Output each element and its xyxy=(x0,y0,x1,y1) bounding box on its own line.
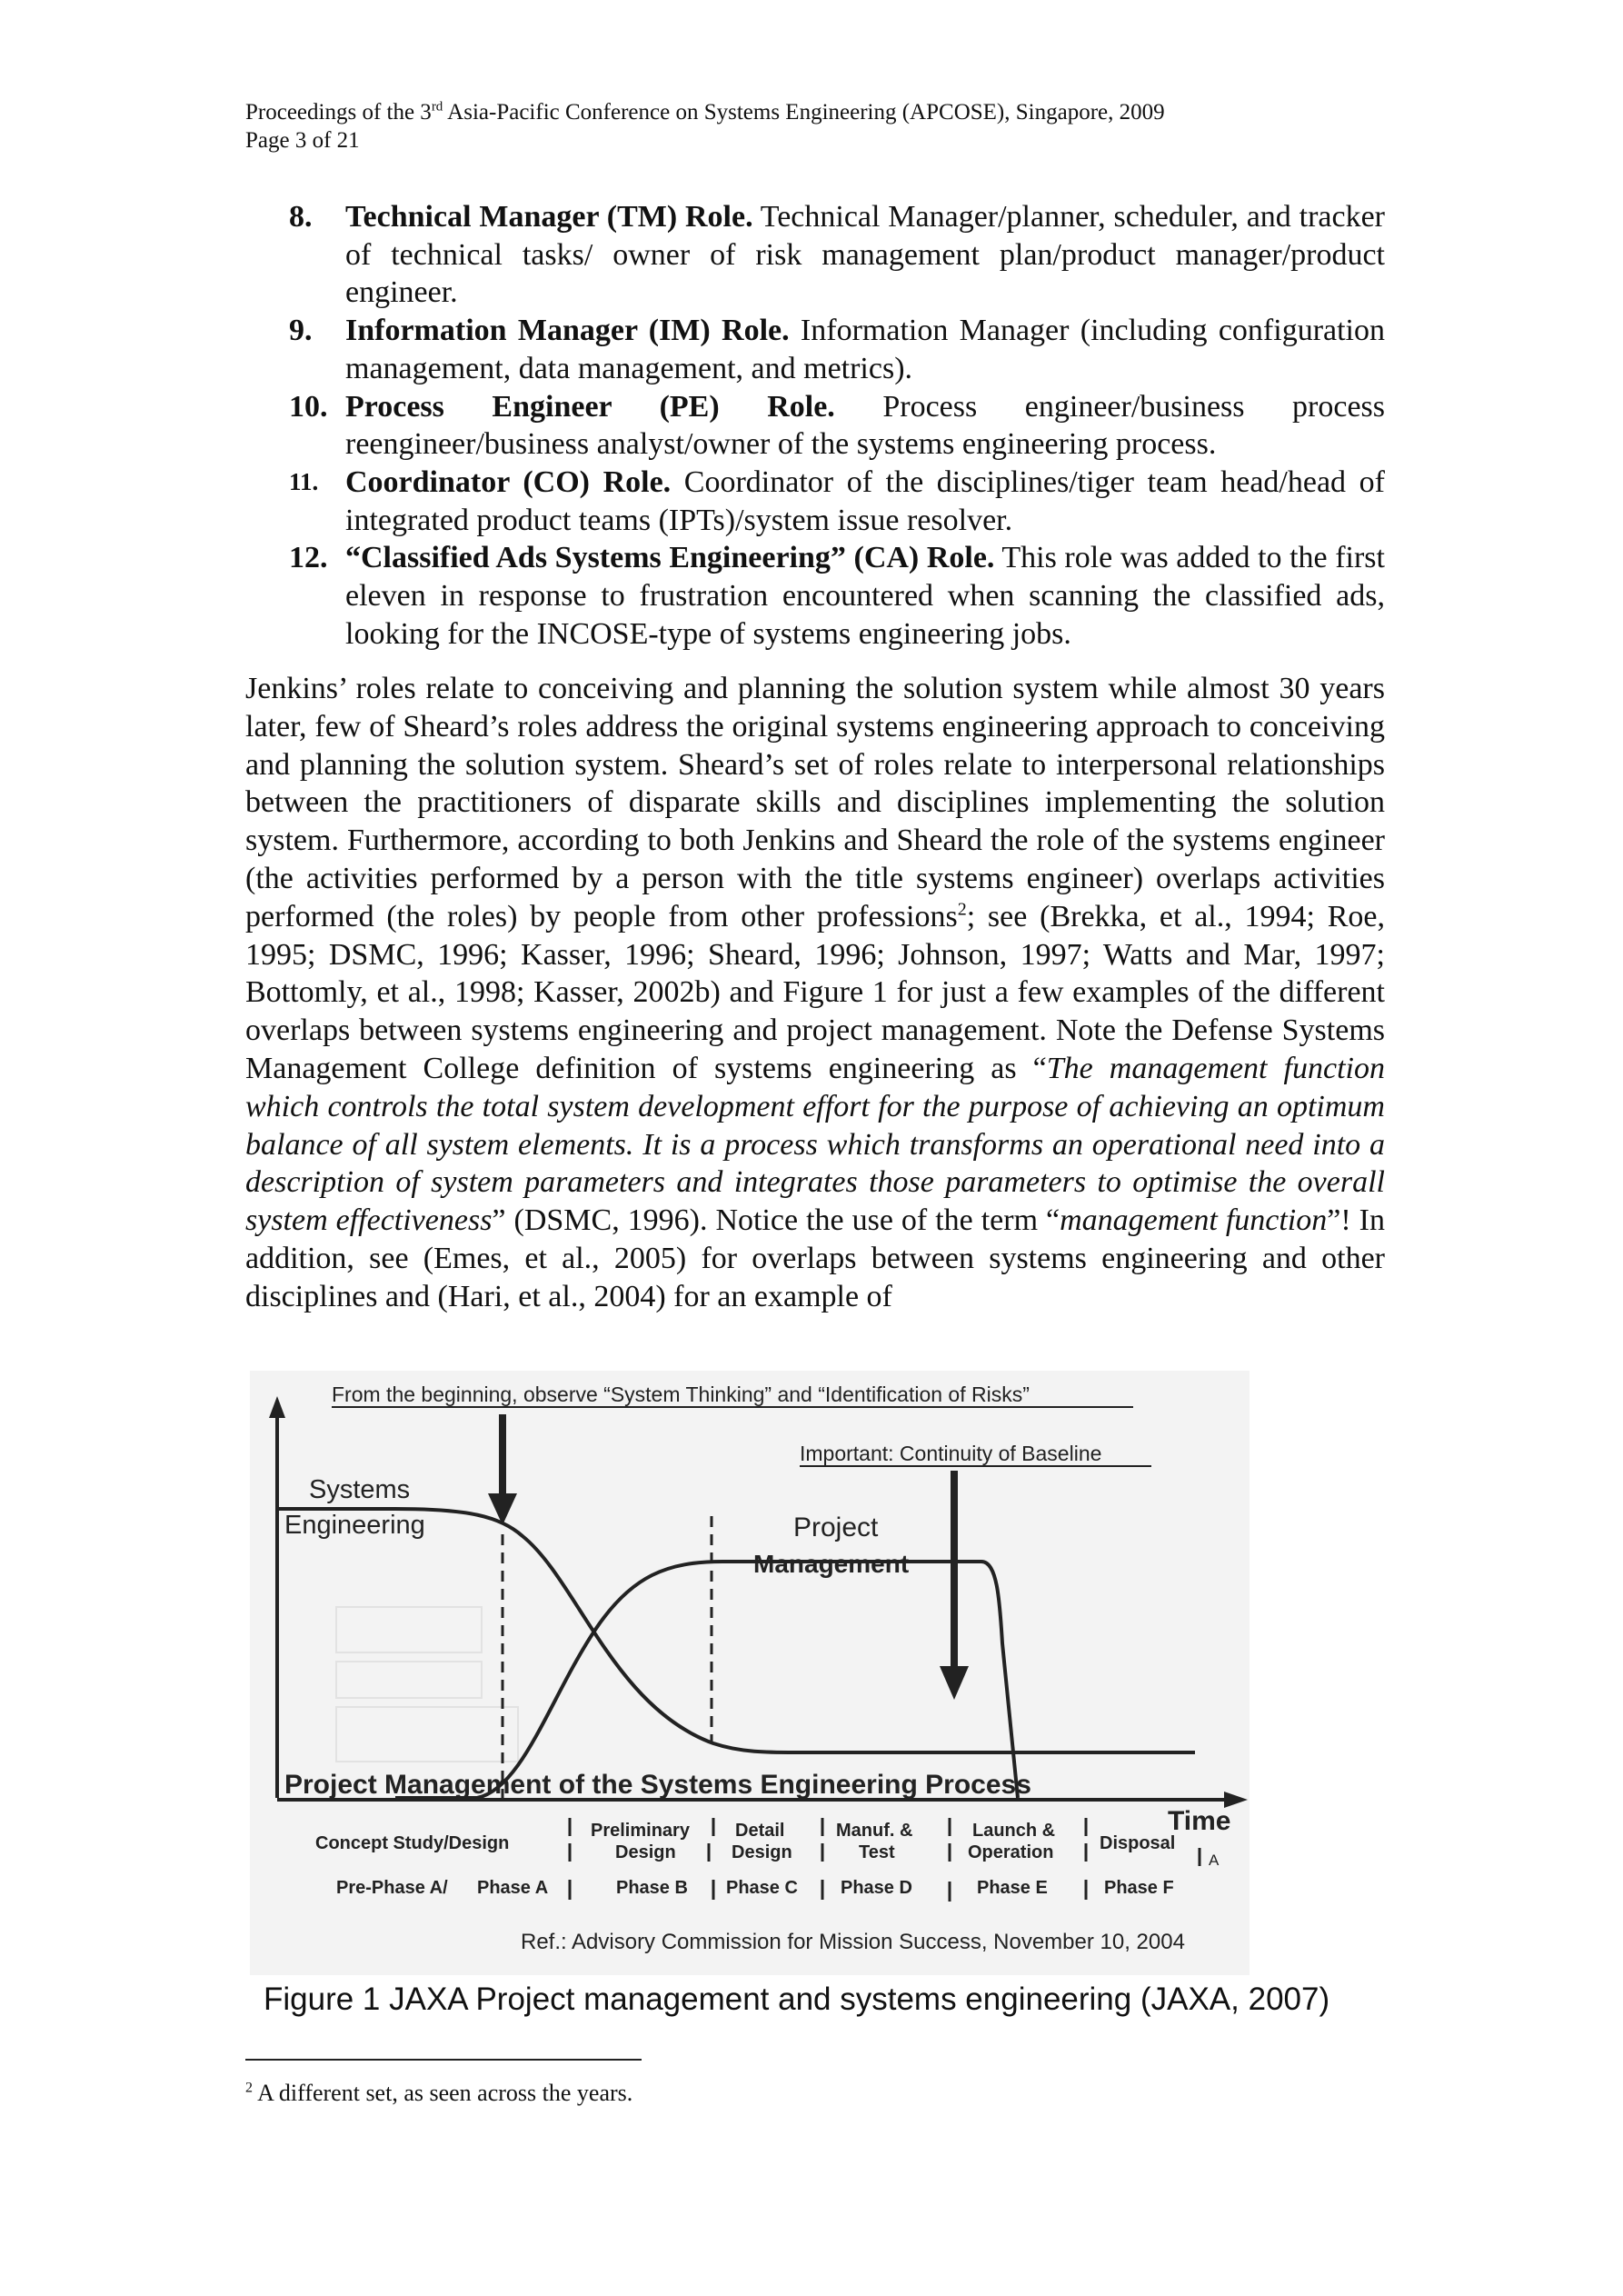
role-description: Information Manager (including configuration management, data management, and metrics). xyxy=(345,314,1386,385)
top-note: From the beginning, observe “System Thinking” and “Identification of Risks” xyxy=(332,1383,1030,1406)
stage-label: Preliminary xyxy=(591,1821,690,1841)
pm-label: Project xyxy=(793,1512,879,1542)
stage-label: Disposal xyxy=(1100,1833,1176,1853)
phase-label: Phase F xyxy=(1104,1878,1174,1898)
stage-label: Launch & xyxy=(972,1821,1056,1841)
conference-text: Proceedings of the 3 xyxy=(245,100,432,125)
body-paragraph xyxy=(245,670,1385,1316)
paragraph-text: ; see (Brekka, et al., 1994; Roe, 1995; DSMC, 1996; Kasser, 1996; Sheard, 1996; Johnson, 1997; Watts and Mar, 1997; Bottomly, et al., 1998; Kasser, 2002b) and Figure 1 for just a few examples of the different overlaps between systems engineering and project management. Note the Defense Systems Management College definition of systems engineering as “ xyxy=(245,899,1385,1085)
stage-label: Detail xyxy=(735,1821,785,1841)
role-title: “Classified Ads Systems Engineering” (CA) Role. xyxy=(345,541,995,575)
role-item-10 xyxy=(289,388,1385,464)
time-axis-label: Time xyxy=(1168,1806,1231,1836)
se-label: Systems xyxy=(309,1475,411,1504)
footnote-text: A different set, as seen across the years. xyxy=(253,2080,633,2106)
phase-label: Phase B xyxy=(616,1878,688,1898)
dsmc-definition-quote: The management function which controls the total system development effort for the purpose of achieving an optimum balance of all system elements. It is a process which transforms an operational need into a description of system parameters and integrates those parameters to optimise the overall system effectiveness xyxy=(245,1051,1385,1238)
phase-label: Phase D xyxy=(841,1878,912,1898)
paragraph-text: Jenkins’ roles relate to conceiving and planning the solution system while almost 30 years later, few of Sheard’s roles address the original systems engineering approach to conceiving and planning the solution system. Sheard’s set of roles relate to interpersonal relationships between the practitioners of disparate skills and disciplines implementing the solution system. Furthermore, according to both Jenkins and Sheard the role of the systems engineer (the activities performed by a person with the title systems engineer) overlaps activities performed (the roles) by people from other professions xyxy=(245,672,1385,933)
footnote-divider xyxy=(245,2059,642,2061)
phase-label: Phase C xyxy=(726,1878,798,1898)
stage-label: Design xyxy=(732,1842,792,1862)
stage-label: Design xyxy=(615,1842,676,1862)
role-description: This role was added to the first eleven in response to frustration encountered when scanning the classified ads, looking for the INCOSE-type of systems engineering jobs. xyxy=(345,541,1385,651)
role-number: 12. xyxy=(289,541,328,575)
figure-caption: Figure 1 JAXA Project management and systems engineering (JAXA, 2007) xyxy=(264,1982,1330,2017)
role-title: Information Manager (IM) Role. xyxy=(345,314,790,348)
role-description: Technical Manager/planner, scheduler, and tracker of technical tasks/ owner of risk management plan/product manager/product engineer. xyxy=(345,200,1385,310)
role-number: 10. xyxy=(289,389,328,424)
role-item-11 xyxy=(289,464,1385,539)
role-description: Process engineer/business process reengineer/business analyst/owner of the systems engineering process. xyxy=(345,389,1386,462)
jaxa-diagram xyxy=(250,1371,1250,1975)
stage-label: Operation xyxy=(968,1842,1054,1862)
role-number: 8. xyxy=(289,200,313,234)
role-title: Process Engineer (PE) Role. xyxy=(345,389,835,424)
paragraph-text: ”! In addition, see (Emes, et al., 2005) for overlaps between systems engineering and other disciplines and (Hari, et al., 2004) for an example of xyxy=(245,1203,1385,1313)
role-item-8 xyxy=(289,198,1385,312)
phase-label: Pre-Phase A/ xyxy=(336,1878,448,1898)
role-item-9 xyxy=(289,312,1385,387)
stage-label: Test xyxy=(859,1842,895,1862)
footnote xyxy=(245,2080,632,2107)
stage-label: A xyxy=(1209,1852,1220,1869)
phase-label: Phase A xyxy=(477,1878,549,1898)
role-item-12 xyxy=(289,539,1385,653)
stage-label: Concept Study/Design xyxy=(315,1833,510,1853)
role-number: 9. xyxy=(289,314,313,348)
roles-list xyxy=(289,198,1385,653)
reference-note: Ref.: Advisory Commission for Mission Success, November 10, 2004 xyxy=(521,1930,1185,1954)
page-number: Page 3 of 21 xyxy=(245,128,360,153)
role-title: Coordinator (CO) Role. xyxy=(345,464,672,499)
footnote-reference[interactable]: 2 xyxy=(957,899,967,920)
pm-label: Management xyxy=(753,1550,910,1578)
role-description: Coordinator of the disciplines/tiger team head/head of integrated product teams (IPTs)/system issue resolver. xyxy=(345,464,1385,537)
footnote-number: 2 xyxy=(245,2080,253,2096)
se-label: Engineering xyxy=(284,1511,425,1540)
role-title: Technical Manager (TM) Role. xyxy=(345,200,753,234)
bottom-title: Project Management of the Systems Engineering Process xyxy=(284,1770,1031,1800)
conference-line xyxy=(245,98,1165,126)
role-number: 11. xyxy=(289,467,319,495)
conference-text-rest: Asia-Pacific Conference on Systems Engineering (APCOSE), Singapore, 2009 xyxy=(443,100,1165,125)
baseline-note: Important: Continuity of Baseline xyxy=(800,1442,1102,1465)
stage-label: Manuf. & xyxy=(836,1821,913,1841)
ordinal-superscript: rd xyxy=(431,99,443,115)
phase-label: Phase E xyxy=(977,1878,1048,1898)
emphasized-term: management function xyxy=(1060,1203,1328,1238)
page-header xyxy=(245,98,1165,155)
paragraph-text: ” (DSMC, 1996). Notice the use of the term “ xyxy=(492,1203,1060,1238)
figure-1 xyxy=(250,1371,1250,1975)
